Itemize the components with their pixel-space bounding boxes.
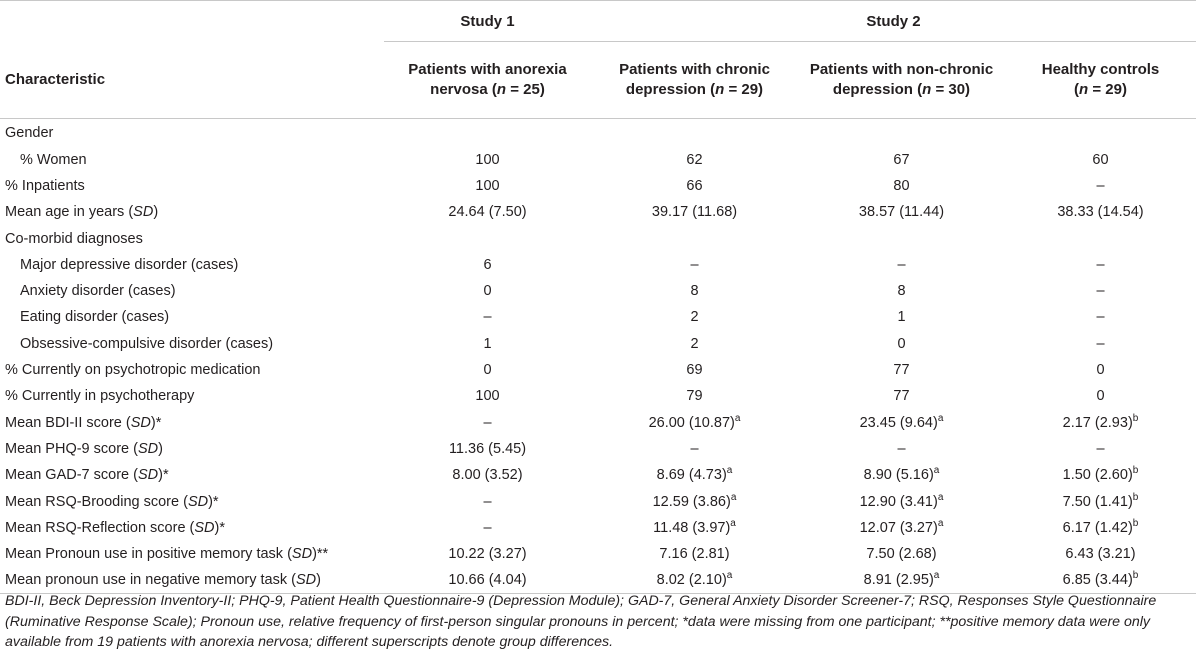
table-cell [591, 541, 798, 567]
cell-superscript: b [1132, 412, 1139, 424]
table-cell [1005, 462, 1196, 488]
row-label-text: Mean PHQ-9 score ( [5, 440, 138, 457]
row-label-suffix: )* [208, 493, 219, 510]
cell-value: 100 [475, 388, 500, 405]
row-label-sd: SD [187, 493, 209, 510]
cell-superscript: a [937, 491, 944, 503]
table-cell [798, 462, 1005, 488]
cell-value: 77 [893, 362, 910, 379]
cell-value: – [897, 440, 906, 457]
cell-value: 38.33 (14.54) [1057, 204, 1144, 221]
row-label [0, 436, 384, 462]
table-cell [384, 383, 591, 409]
cell-value: 39.17 (11.68) [651, 204, 738, 221]
table-cell [798, 199, 1005, 225]
cell-value: 12.59 (3.86) [652, 493, 731, 510]
cell-value: 8 [690, 283, 699, 300]
row-label-suffix: )* [214, 519, 226, 536]
cell-value: 1.50 (2.60) [1062, 467, 1133, 484]
table-cell [591, 199, 798, 225]
row-label [0, 383, 384, 409]
table-cell [591, 225, 798, 251]
cell-value: 8.91 (2.95) [863, 572, 934, 589]
cell-value: 1 [897, 309, 906, 326]
table-cell [1005, 304, 1196, 330]
cell-value: 11.36 (5.45) [448, 440, 527, 457]
cell-value: 8 [897, 283, 906, 300]
row-label [0, 225, 384, 251]
row-label-text: % Women [20, 151, 87, 168]
cell-value: – [483, 414, 492, 431]
cell-value: – [1096, 256, 1105, 273]
row-label-text: Eating disorder (cases) [20, 309, 170, 326]
cell-value: – [690, 256, 699, 273]
table-row [0, 173, 1196, 199]
row-label-sd: SD [137, 467, 159, 484]
column-header-anorexia [384, 42, 591, 119]
table-cell [1005, 252, 1196, 278]
cell-superscript: a [726, 570, 733, 582]
table-cell [384, 119, 591, 147]
table-cell [384, 409, 591, 435]
cell-value: 0 [1096, 362, 1105, 379]
row-label [0, 199, 384, 225]
cell-superscript: a [730, 491, 737, 503]
table-cell [591, 252, 798, 278]
cell-value: 8.00 (3.52) [452, 467, 523, 484]
table-cell [591, 304, 798, 330]
row-label-sd: SD [133, 204, 154, 221]
column-header-line1: Patients with chronic [619, 61, 770, 78]
cell-value: 100 [475, 177, 500, 194]
cell-value: – [690, 440, 699, 457]
table-cell [384, 278, 591, 304]
cell-value: 10.66 (4.04) [448, 572, 527, 589]
cell-value: 38.57 (11.44) [858, 204, 945, 221]
cell-value: 0 [483, 283, 492, 300]
table-row [0, 278, 1196, 304]
column-header-healthy-controls [1005, 42, 1196, 119]
table-cell [384, 488, 591, 514]
cell-value: 80 [893, 177, 910, 194]
table-cell [1005, 383, 1196, 409]
row-label-sd: SD [291, 546, 313, 563]
table-cell [384, 541, 591, 567]
table-cell [384, 304, 591, 330]
row-label-text: % Inpatients [5, 177, 85, 194]
cell-value: – [483, 493, 492, 510]
table-cell [591, 409, 798, 435]
table-cell [1005, 331, 1196, 357]
table-cell [591, 357, 798, 383]
column-header-line2-pre: depression ( [625, 81, 716, 98]
cell-value: 0 [897, 335, 906, 352]
column-header-n: n [715, 81, 725, 98]
cell-value: – [897, 256, 906, 273]
table-cell [1005, 119, 1196, 147]
row-label-text: Mean BDI-II score ( [5, 414, 131, 431]
column-header-n: n [922, 81, 932, 98]
cell-value: 11.48 (3.97) [653, 519, 731, 536]
table-row [0, 567, 1196, 593]
row-label [0, 147, 384, 173]
table-row [0, 436, 1196, 462]
row-label [0, 515, 384, 541]
column-header-n: n [1079, 81, 1089, 98]
table-cell [1005, 147, 1196, 173]
column-header-non-chronic-depression [798, 42, 1005, 119]
row-label-text: Obsessive-compulsive disorder (cases) [20, 335, 274, 352]
cell-superscript: a [937, 412, 944, 424]
table-cell [798, 515, 1005, 541]
study-header-blank [0, 1, 384, 42]
row-label [0, 357, 384, 383]
column-header-n: n [496, 81, 507, 98]
cell-value: – [483, 519, 492, 536]
cell-superscript: a [734, 412, 741, 424]
cell-value: 60 [1092, 151, 1109, 168]
table-cell [591, 173, 798, 199]
row-label [0, 462, 384, 488]
table-cell [1005, 488, 1196, 514]
table-row [0, 462, 1196, 488]
table-cell [1005, 515, 1196, 541]
table-cell [591, 436, 798, 462]
cell-value: – [1096, 283, 1105, 300]
table-row [0, 383, 1196, 409]
table-cell [384, 252, 591, 278]
row-label-text: Major depressive disorder (cases) [20, 256, 239, 273]
table-cell [384, 173, 591, 199]
cell-value: 26.00 (10.87) [648, 414, 735, 431]
table-row [0, 252, 1196, 278]
cell-value: 67 [893, 151, 910, 168]
table-cell [591, 147, 798, 173]
cell-value: 100 [475, 151, 500, 168]
row-label-suffix: )** [312, 546, 329, 563]
table-cell [591, 515, 798, 541]
table-cell [1005, 541, 1196, 567]
cell-value: 6.85 (3.44) [1062, 572, 1133, 589]
cell-value: 62 [686, 151, 703, 168]
cell-value: 0 [483, 362, 492, 379]
column-header-line2-pre: nervosa ( [430, 81, 497, 98]
cell-superscript: b [1132, 570, 1139, 582]
column-header-line2-post: = 29) [1088, 81, 1127, 98]
table-cell [798, 147, 1005, 173]
column-header-line1: Patients with non-chronic [809, 61, 994, 78]
characteristic-header: Characteristic [0, 42, 384, 119]
cell-value: 7.16 (2.81) [659, 546, 730, 563]
cell-superscript: a [933, 570, 940, 582]
row-label-sd: SD [137, 440, 159, 457]
table-header [0, 1, 1196, 119]
row-label-text: Gender [5, 124, 54, 141]
table-cell [1005, 199, 1196, 225]
cell-value: 8.69 (4.73) [656, 467, 727, 484]
table-row [0, 147, 1196, 173]
table-cell [1005, 173, 1196, 199]
table-cell [384, 199, 591, 225]
table-cell [1005, 436, 1196, 462]
row-label-sd: SD [130, 414, 151, 431]
row-label-sd: SD [295, 572, 317, 589]
table-cell [798, 331, 1005, 357]
cell-value: 66 [686, 177, 703, 194]
table-cell [384, 225, 591, 251]
cell-value: – [1096, 309, 1105, 326]
table-cell [384, 567, 591, 593]
cell-superscript: a [726, 465, 733, 477]
table-cell [798, 488, 1005, 514]
row-label [0, 252, 384, 278]
table-cell [591, 462, 798, 488]
cell-value: 8.02 (2.10) [656, 572, 727, 589]
table-cell [798, 541, 1005, 567]
table-cell [798, 383, 1005, 409]
cell-value: – [1096, 440, 1105, 457]
table-cell [1005, 567, 1196, 593]
row-label-text: Mean RSQ-Brooding score ( [5, 493, 188, 510]
table-row [0, 409, 1196, 435]
table-cell [591, 331, 798, 357]
table-cell [384, 331, 591, 357]
row-label [0, 119, 384, 147]
cell-value: 12.90 (3.41) [859, 493, 938, 510]
row-label [0, 304, 384, 330]
table-cell [384, 436, 591, 462]
row-label [0, 331, 384, 357]
row-label-text: Mean RSQ-Reflection score ( [5, 519, 195, 536]
row-label [0, 541, 384, 567]
column-header-chronic-depression [591, 42, 798, 119]
row-label-suffix: ) [153, 204, 159, 221]
column-header-line1: Healthy controls [1041, 61, 1160, 78]
table-cell [591, 488, 798, 514]
study-header-row [0, 1, 1196, 42]
cell-value: 1 [483, 335, 492, 352]
table-cell [798, 225, 1005, 251]
row-label-sd: SD [194, 519, 215, 536]
column-header-row [0, 42, 1196, 119]
cell-value: 69 [686, 362, 703, 379]
row-label [0, 488, 384, 514]
table-cell [384, 515, 591, 541]
table-cell [798, 119, 1005, 147]
row-label-text: % Currently in psychotherapy [5, 388, 195, 405]
cell-value: 7.50 (1.41) [1062, 493, 1133, 510]
table-row [0, 488, 1196, 514]
table-cell [798, 436, 1005, 462]
cell-superscript: a [730, 517, 736, 529]
cell-value: 0 [1096, 388, 1105, 405]
table-row [0, 304, 1196, 330]
table-cell [798, 304, 1005, 330]
table-body [0, 119, 1196, 594]
table-cell [798, 278, 1005, 304]
table-cell [798, 252, 1005, 278]
row-label-text: Mean Pronoun use in positive memory task ( [5, 546, 292, 563]
row-label-suffix: )* [150, 414, 162, 431]
row-label-text: Mean GAD-7 score ( [5, 467, 138, 484]
table-footnote: BDI-II, Beck Depression Inventory-II; PHQ-9, Patient Health Questionnaire-9 (Depression Module); GAD-7, General Anxiety Disorder Screener-7; RSQ, Responses Style Questionnaire (Ruminative Response Scale); Pronoun use, relative frequency of first-person singular pronouns in percent; *data were missing from one participant; **positive memory data were only available from 19 patients with anorexia nervosa; different superscripts denote group differences. [5, 593, 1157, 650]
cell-superscript: a [933, 465, 940, 477]
table-row [0, 515, 1196, 541]
cell-value: 12.07 (3.27) [859, 519, 938, 536]
cell-value: 23.45 (9.64) [859, 414, 938, 431]
row-label-text: Anxiety disorder (cases) [20, 283, 176, 300]
row-label-text: % Currently on psychotropic medication [5, 362, 261, 379]
cell-value: 10.22 (3.27) [448, 546, 527, 563]
table-cell [798, 357, 1005, 383]
column-header-line2-post: = 29) [724, 81, 764, 98]
row-label [0, 567, 384, 593]
cell-value: 8.90 (5.16) [863, 467, 934, 484]
row-label-text: Mean age in years ( [5, 204, 134, 221]
table-cell [1005, 278, 1196, 304]
column-header-line2-pre: ( [1074, 81, 1080, 98]
cell-value: – [1096, 177, 1105, 194]
row-label [0, 278, 384, 304]
table-row [0, 199, 1196, 225]
cell-value: 6.17 (1.42) [1062, 519, 1133, 536]
table-row [0, 541, 1196, 567]
column-header-line2-pre: depression ( [832, 81, 923, 98]
table-row [0, 119, 1196, 147]
study1-header: Study 1 [384, 1, 591, 42]
table-cell [384, 147, 591, 173]
cell-value: 2 [690, 309, 699, 326]
row-label-text: Co-morbid diagnoses [5, 230, 143, 247]
row-label [0, 409, 384, 435]
study2-header: Study 2 [591, 1, 1196, 42]
row-label-suffix: ) [316, 572, 321, 589]
table-row [0, 225, 1196, 251]
table-cell [798, 567, 1005, 593]
cell-value: 2.17 (2.93) [1062, 414, 1133, 431]
row-label-text: Mean pronoun use in negative memory task ( [5, 572, 296, 589]
cell-value: 6 [483, 256, 492, 273]
row-label-suffix: )* [158, 467, 169, 484]
cell-value: 6.43 (3.21) [1065, 546, 1136, 563]
table-cell [384, 357, 591, 383]
column-header-line2-post: = 30) [931, 81, 971, 98]
cell-value: 7.50 (2.68) [866, 546, 937, 563]
table-cell [1005, 225, 1196, 251]
cell-value: – [1096, 335, 1105, 352]
column-header-line2-post: = 25) [506, 81, 545, 98]
row-label [0, 173, 384, 199]
column-header-line1: Patients with anorexia [408, 61, 567, 78]
cell-superscript: b [1132, 517, 1139, 529]
cell-value: 24.64 (7.50) [448, 204, 527, 221]
table-cell [1005, 409, 1196, 435]
table-cell [384, 462, 591, 488]
table-cell [591, 567, 798, 593]
cell-value: 77 [893, 388, 910, 405]
cell-superscript: b [1132, 465, 1139, 477]
table-cell [591, 383, 798, 409]
table-cell [798, 409, 1005, 435]
table-cell [591, 278, 798, 304]
cell-value: – [483, 309, 492, 326]
cell-value: 2 [690, 335, 699, 352]
table-cell [1005, 357, 1196, 383]
table-row [0, 331, 1196, 357]
table-row [0, 357, 1196, 383]
table-cell [591, 119, 798, 147]
row-label-suffix: ) [158, 440, 163, 457]
cell-superscript: a [937, 517, 944, 529]
cell-value: 79 [686, 388, 703, 405]
table-cell [798, 173, 1005, 199]
cell-superscript: b [1132, 491, 1139, 503]
